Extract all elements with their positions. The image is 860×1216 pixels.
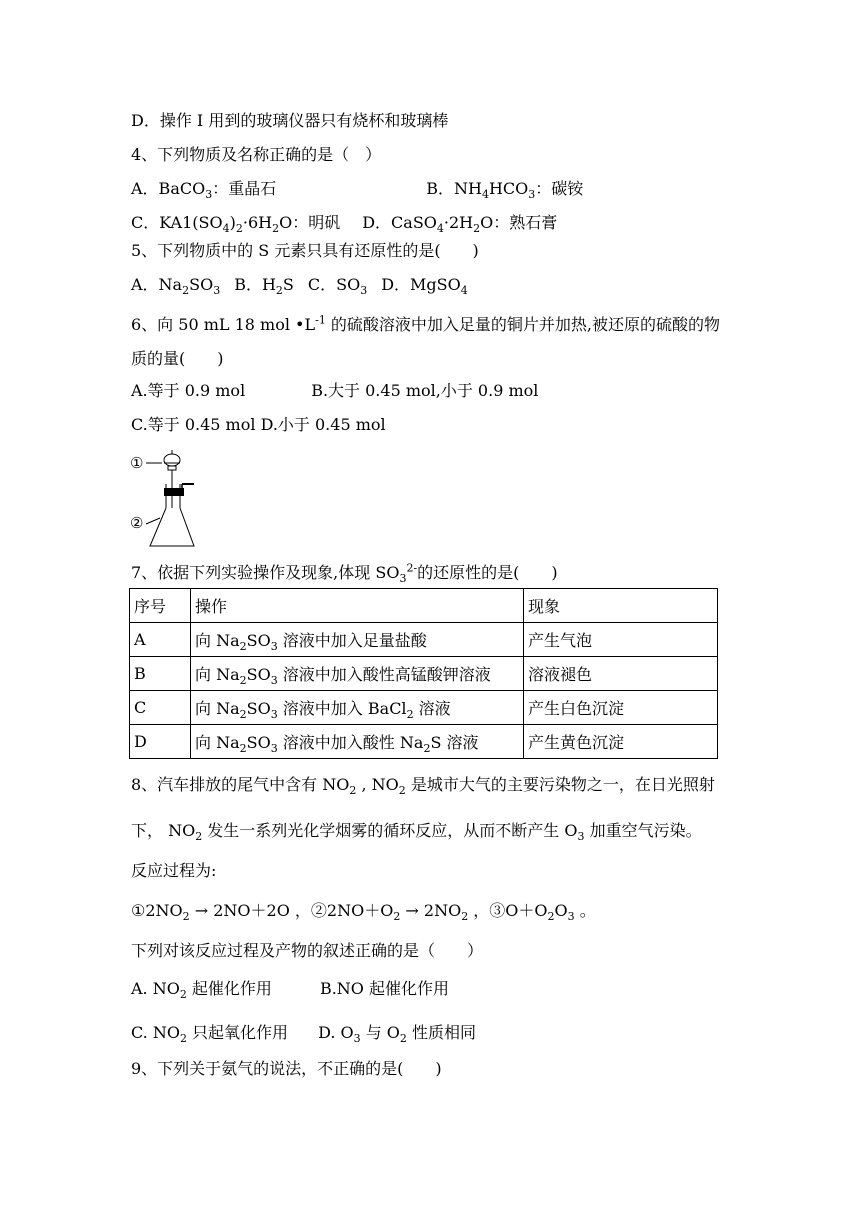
header-cell: 现象 (524, 589, 718, 623)
header-cell: 操作 (191, 589, 524, 623)
row-id: C (130, 691, 191, 725)
q4-options-cd: C．$KA1(SO_4)_2\cdot 6H_2O$：明矾 D．$CaSO_4\cdot 2H_2O$：熟石膏 (131, 213, 558, 236)
table-row (130, 691, 718, 725)
q8-reactions: $①2NO_2 \to 2NO+2O$ ，$②2NO+O_2 \to 2NO_2$ ，$③O+O_2O_3$ 。 (131, 901, 596, 924)
q8-stem-line2: 下， $NO_2$ 发生一系列光化学烟雾的循环反应，从而不断产生 $O_3$ 加重空气污染。 (131, 821, 702, 844)
row-result: 产生气泡 (524, 623, 718, 657)
row-operation: 向 $Na_2SO_3$ 溶液中加入酸性高锰酸钾溶液 (191, 657, 524, 691)
q4-options-ab: A．BaCO$_3$：重晶石 B．$NH_4HCO_3$：碳铵 (131, 179, 584, 202)
q6-options-ab: A.等于 0.9 mol B.大于 0.45 mol,小于 0.9 mol (131, 381, 539, 400)
row-id: B (130, 657, 191, 691)
table-row (130, 623, 718, 657)
apparatus-label-1: ① (130, 454, 144, 472)
q3-option-d: D．操作 I 用到的玻璃仪器只有烧杯和玻璃棒 (131, 111, 449, 130)
q8-options-ab: A. $NO_2$ 起催化作用 B.NO 起催化作用 (131, 979, 449, 1002)
q8-options-cd: C. $NO_2$ 只起氧化作用 D. $O_3$ 与 $O_2$ 性质相同 (131, 1023, 476, 1046)
row-operation: 向 $Na_2SO_3$ 溶液中加入酸性 $Na_2S$ 溶液 (191, 725, 524, 759)
q5-stem: 5、下列物质中的 S 元素只具有还原性的是( ) (131, 241, 479, 260)
q6-stem-line2: 质的量( ) (131, 349, 224, 368)
q5-options: A．$Na_2SO_3$ B．$H_2S$ C．$SO_3$ D．MgSO$_4$ (131, 275, 468, 298)
flask-apparatus-figure (128, 446, 204, 550)
q6-options-cd: C.等于 0.45 mol D.小于 0.45 mol (131, 415, 386, 434)
q8-stem-line1: 8、汽车排放的尾气中含有 $NO_2$ , $NO_2$ 是城市大气的主要污染物之一，在日光照射 (131, 775, 715, 798)
q7-table (129, 588, 718, 759)
table-row (130, 725, 718, 759)
table-header-row (130, 589, 718, 623)
row-id: A (130, 623, 191, 657)
row-operation: 向 $Na_2SO_3$ 溶液中加入足量盐酸 (191, 623, 524, 657)
stopper (164, 488, 184, 496)
row-result: 产生白色沉淀 (524, 691, 718, 725)
apparatus-label-2: ② (130, 514, 144, 532)
row-operation: 向 $Na_2SO_3$ 溶液中加入 BaCl$_2$ 溶液 (191, 691, 524, 725)
row-id: D (130, 725, 191, 759)
q4-stem: 4、下列物质及名称正确的是（ ） (131, 145, 382, 164)
q6-stem-line1: 6、向 50 mL 18 mol $•L^{-1}$ 的硫酸溶液中加入足量的铜片并加热,被还原的硫酸的物 (131, 313, 721, 334)
row-result: 溶液褪色 (524, 657, 718, 691)
q9-stem: 9、下列关于氨气的说法，不正确的是( ) (131, 1059, 442, 1078)
table-row (130, 657, 718, 691)
q8-question: 下列对该反应过程及产物的叙述正确的是（ ） (131, 941, 484, 960)
q7-stem: 7、依据下列实验操作及现象,体现 $SO_3^{2-}$的还原性的是( ) (131, 561, 558, 586)
q8-process-label: 反应过程为: (131, 861, 217, 880)
row-result: 产生黄色沉淀 (524, 725, 718, 759)
header-cell: 序号 (130, 589, 191, 623)
